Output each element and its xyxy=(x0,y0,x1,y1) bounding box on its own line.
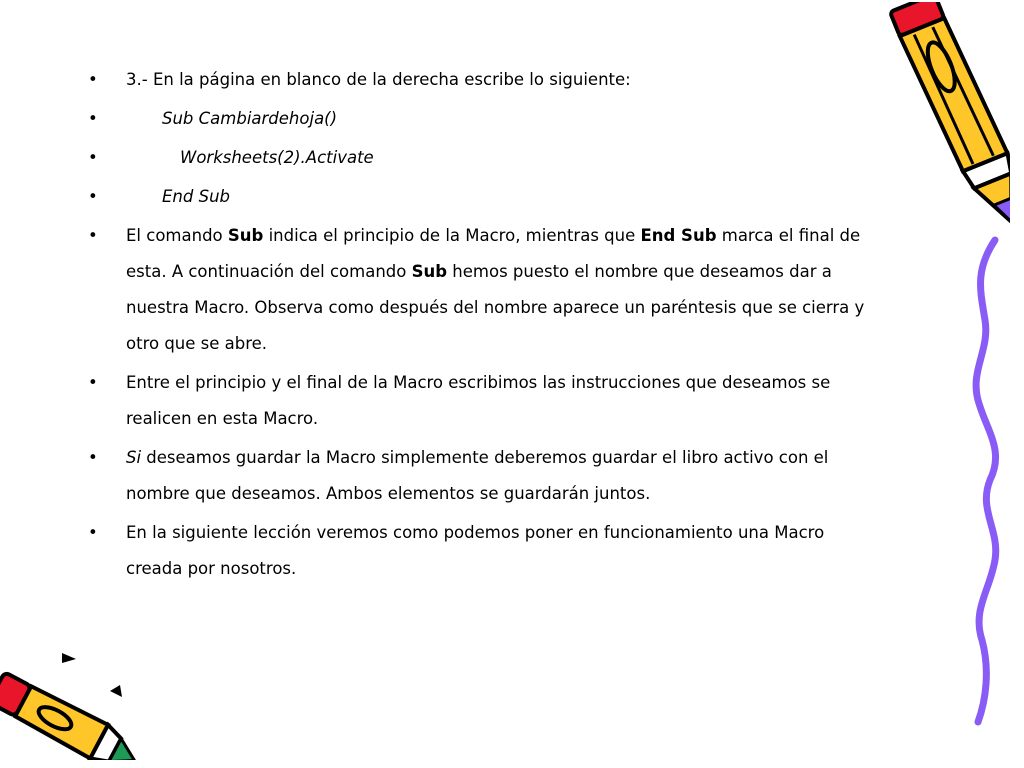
code-text: Worksheets(2).Activate xyxy=(180,148,374,167)
bullet-text: 3.- En la página en blanco de la derecha escribe lo siguiente: xyxy=(126,70,631,89)
bullet-text: deseamos guardar la Macro simplemente deberemos guardar el libro activo con el nombre que deseamos. Ambos elementos se guardarán juntos. xyxy=(126,448,829,503)
bullet-text: En la siguiente lección veremos como podemos poner en funcionamiento una Macro creada por nosotros. xyxy=(126,523,825,578)
bullet-text: Si xyxy=(126,448,142,467)
bullet-list xyxy=(86,62,866,590)
pencil-icon xyxy=(0,645,160,760)
keyword: Sub xyxy=(411,262,448,281)
pencil-icon xyxy=(860,2,1010,252)
bullet-item xyxy=(86,365,866,437)
bullet-text: Entre el principio y el final de la Macro escribimos las instrucciones que deseamos se realicen en esta Macro. xyxy=(126,373,831,428)
code-line xyxy=(86,101,866,137)
bullet-item xyxy=(86,515,866,587)
keyword: Sub xyxy=(227,226,264,245)
bullet-item xyxy=(86,218,866,362)
bullet-text: marca el final de esta. A continuación del comando xyxy=(126,226,861,281)
code-line xyxy=(86,179,866,215)
bullet-text: hemos puesto el nombre que deseamos dar a nuestra Macro. Observa como después del nombre aparece un paréntesis que se cierra y otro que se abre. xyxy=(126,262,865,353)
bullet-item xyxy=(86,62,866,98)
code-text: End Sub xyxy=(162,187,231,206)
squiggle-line-icon xyxy=(960,230,1020,730)
bullet-item xyxy=(86,440,866,512)
code-text: Sub Cambiardehoja() xyxy=(162,109,338,128)
bullet-text: indica el principio de la Macro, mientras que xyxy=(263,226,641,245)
keyword: End Sub xyxy=(640,226,717,245)
bullet-text: El comando xyxy=(126,226,228,245)
code-line xyxy=(86,140,866,176)
